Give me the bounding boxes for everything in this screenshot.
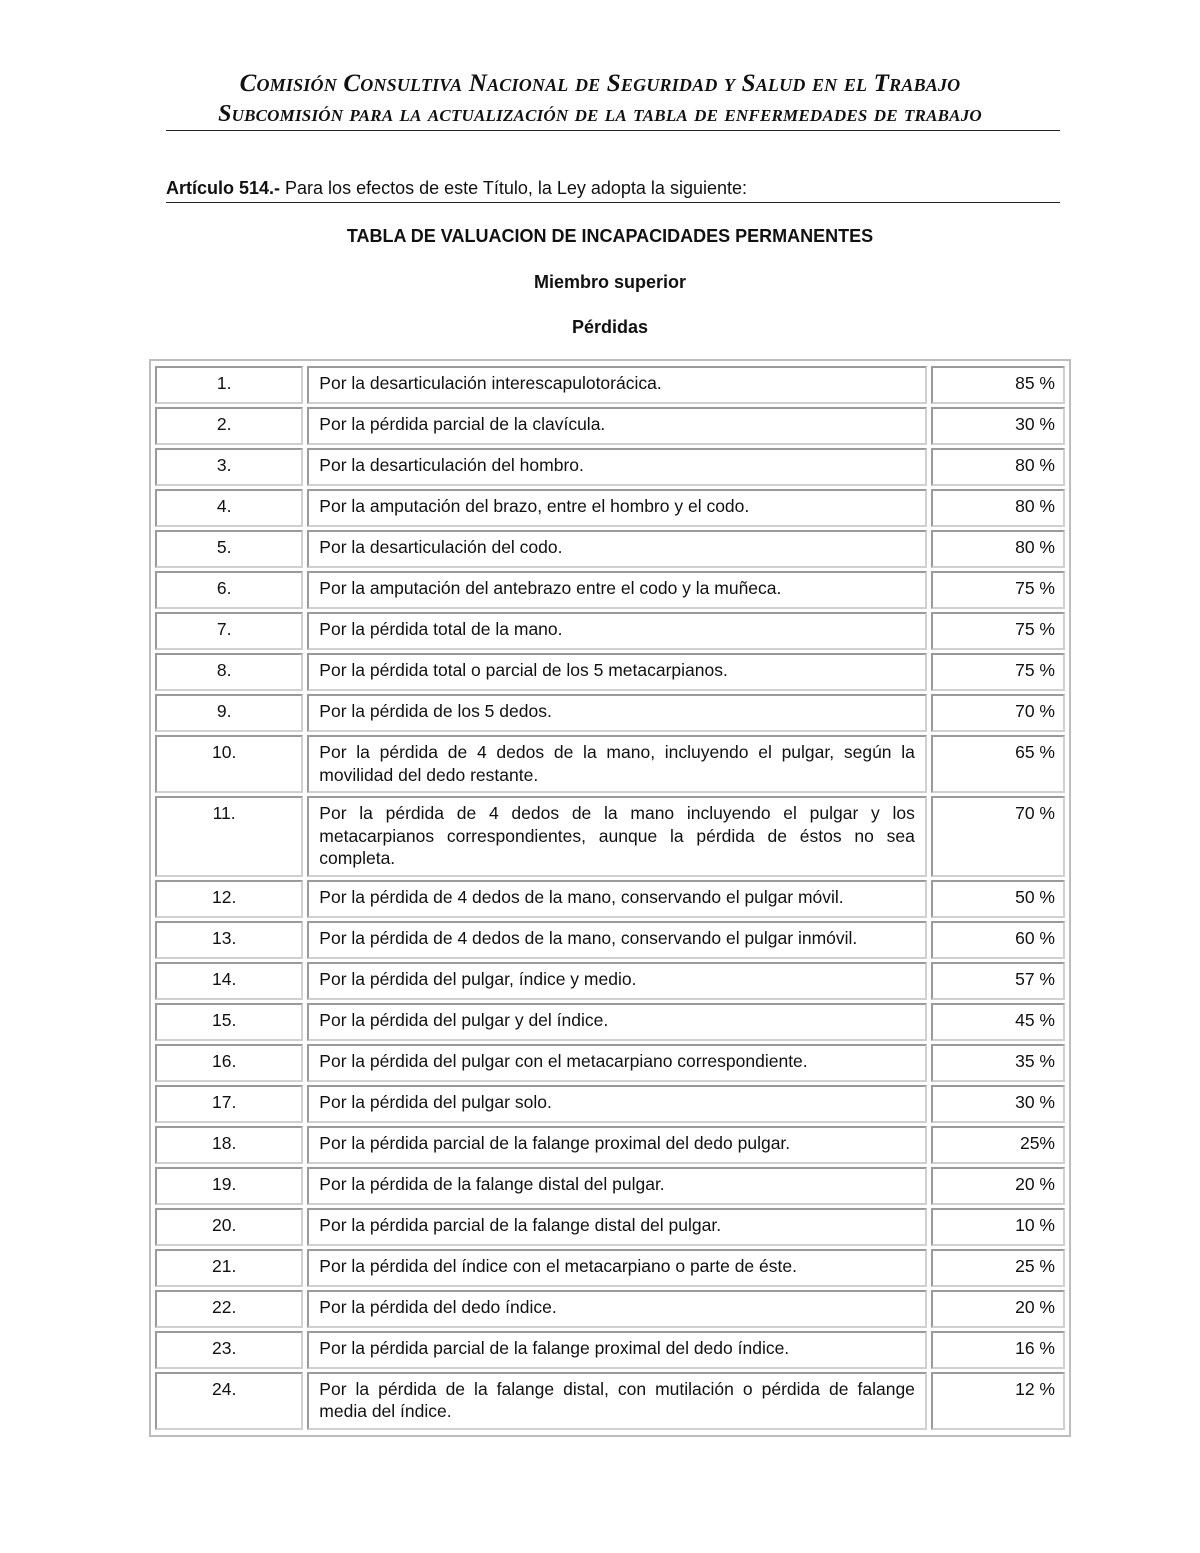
row-number: 11. [155, 796, 303, 877]
row-description: Por la amputación del brazo, entre el hombro y el codo. [307, 489, 927, 527]
row-number: 14. [155, 962, 303, 1000]
row-number: 6. [155, 571, 303, 609]
table-row [155, 1290, 1065, 1328]
row-description: Por la pérdida de los 5 dedos. [307, 694, 927, 732]
row-description: Por la desarticulación del hombro. [307, 448, 927, 486]
row-description: Por la pérdida total o parcial de los 5 metacarpianos. [307, 653, 927, 691]
article-divider [166, 202, 1060, 203]
row-number: 17. [155, 1085, 303, 1123]
table-row [155, 571, 1065, 609]
article-intro [166, 178, 747, 199]
row-percentage: 75 % [931, 571, 1065, 609]
row-percentage: 57 % [931, 962, 1065, 1000]
row-percentage: 65 % [931, 735, 1065, 793]
row-percentage: 25 % [931, 1249, 1065, 1287]
row-percentage: 70 % [931, 796, 1065, 877]
row-number: 22. [155, 1290, 303, 1328]
row-description: Por la pérdida del pulgar solo. [307, 1085, 927, 1123]
table-row [155, 880, 1065, 918]
row-number: 15. [155, 1003, 303, 1041]
row-description: Por la pérdida parcial de la falange proximal del dedo índice. [307, 1331, 927, 1369]
row-percentage: 25% [931, 1126, 1065, 1164]
row-description: Por la pérdida del pulgar, índice y medio. [307, 962, 927, 1000]
row-percentage: 75 % [931, 612, 1065, 650]
row-description: Por la pérdida del dedo índice. [307, 1290, 927, 1328]
table-row [155, 366, 1065, 404]
row-percentage: 30 % [931, 1085, 1065, 1123]
row-percentage: 85 % [931, 366, 1065, 404]
row-percentage: 80 % [931, 530, 1065, 568]
row-number: 18. [155, 1126, 303, 1164]
row-percentage: 60 % [931, 921, 1065, 959]
table-row [155, 653, 1065, 691]
row-description: Por la pérdida de la falange distal del pulgar. [307, 1167, 927, 1205]
row-percentage: 80 % [931, 448, 1065, 486]
row-description: Por la pérdida de 4 dedos de la mano incluyendo el pulgar y los metacarpianos correspondientes, aunque la pérdida de éstos no sea completa. [307, 796, 927, 877]
row-percentage: 50 % [931, 880, 1065, 918]
row-number: 10. [155, 735, 303, 793]
header-subcommission: Subcomisión para la actualización de la tabla de enfermedades de trabajo [218, 101, 982, 127]
row-number: 21. [155, 1249, 303, 1287]
header-divider [166, 130, 1060, 131]
table-row [155, 1044, 1065, 1082]
table-row [155, 530, 1065, 568]
row-description: Por la pérdida del pulgar y del índice. [307, 1003, 927, 1041]
row-number: 4. [155, 489, 303, 527]
table-row [155, 612, 1065, 650]
row-number: 9. [155, 694, 303, 732]
table-row [155, 1003, 1065, 1041]
row-description: Por la pérdida de la falange distal, con mutilación o pérdida de falange media del índice. [307, 1372, 927, 1430]
article-text: Para los efectos de este Título, la Ley adopta la siguiente: [280, 178, 747, 198]
table-row [155, 1208, 1065, 1246]
row-number: 19. [155, 1167, 303, 1205]
row-number: 1. [155, 366, 303, 404]
table-row [155, 1167, 1065, 1205]
row-description: Por la pérdida del índice con el metacarpiano o parte de éste. [307, 1249, 927, 1287]
row-description: Por la desarticulación del codo. [307, 530, 927, 568]
row-percentage: 45 % [931, 1003, 1065, 1041]
table-row [155, 1249, 1065, 1287]
row-description: Por la pérdida de 4 dedos de la mano, incluyendo el pulgar, según la movilidad del dedo restante. [307, 735, 927, 793]
table-body [155, 366, 1065, 1430]
row-percentage: 10 % [931, 1208, 1065, 1246]
row-description: Por la amputación del antebrazo entre el codo y la muñeca. [307, 571, 927, 609]
row-percentage: 12 % [931, 1372, 1065, 1430]
row-description: Por la pérdida parcial de la falange distal del pulgar. [307, 1208, 927, 1246]
row-description: Por la desarticulación interescapulotorácica. [307, 366, 927, 404]
table-row [155, 921, 1065, 959]
row-number: 13. [155, 921, 303, 959]
table-row [155, 489, 1065, 527]
row-percentage: 35 % [931, 1044, 1065, 1082]
row-description: Por la pérdida de 4 dedos de la mano, conservando el pulgar inmóvil. [307, 921, 927, 959]
row-description: Por la pérdida parcial de la falange proximal del dedo pulgar. [307, 1126, 927, 1164]
row-number: 16. [155, 1044, 303, 1082]
row-percentage: 70 % [931, 694, 1065, 732]
table-title: TABLA DE VALUACION DE INCAPACIDADES PERMANENTES [346, 226, 874, 246]
table-row [155, 796, 1065, 877]
row-description: Por la pérdida parcial de la clavícula. [307, 407, 927, 445]
table-row [155, 407, 1065, 445]
row-number: 12. [155, 880, 303, 918]
row-percentage: 30 % [931, 407, 1065, 445]
row-description: Por la pérdida del pulgar con el metacarpiano correspondiente. [307, 1044, 927, 1082]
table-row [155, 694, 1065, 732]
row-number: 5. [155, 530, 303, 568]
row-number: 3. [155, 448, 303, 486]
article-label: Artículo 514.- [166, 178, 281, 198]
row-number: 24. [155, 1372, 303, 1430]
table-row [155, 448, 1065, 486]
header-commission: Comisión Consultiva Nacional de Seguridad y Salud en el Trabajo [239, 70, 961, 97]
row-number: 20. [155, 1208, 303, 1246]
row-percentage: 16 % [931, 1331, 1065, 1369]
row-description: Por la pérdida de 4 dedos de la mano, conservando el pulgar móvil. [307, 880, 927, 918]
table-row [155, 1331, 1065, 1369]
row-percentage: 80 % [931, 489, 1065, 527]
row-number: 8. [155, 653, 303, 691]
row-description: Por la pérdida total de la mano. [307, 612, 927, 650]
table-row [155, 1372, 1065, 1430]
row-percentage: 20 % [931, 1167, 1065, 1205]
row-number: 23. [155, 1331, 303, 1369]
row-number: 2. [155, 407, 303, 445]
table-row [155, 1126, 1065, 1164]
row-number: 7. [155, 612, 303, 650]
table-row [155, 962, 1065, 1000]
table-row [155, 735, 1065, 793]
table-row [155, 1085, 1065, 1123]
section-title: Miembro superior [533, 272, 687, 292]
subsection-title: Pérdidas [571, 317, 649, 337]
row-percentage: 20 % [931, 1290, 1065, 1328]
valuation-table [149, 359, 1071, 1437]
row-percentage: 75 % [931, 653, 1065, 691]
